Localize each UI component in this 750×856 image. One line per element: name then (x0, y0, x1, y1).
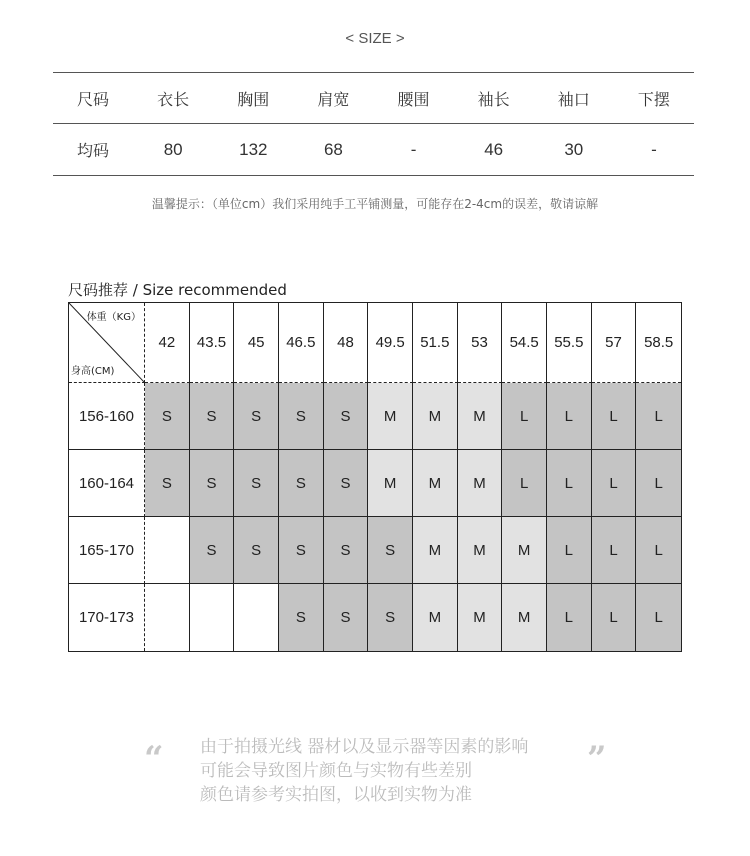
size-cell: S (324, 383, 369, 450)
weight-header-cell: 58.5 (636, 303, 681, 383)
size-cell: L (636, 383, 681, 450)
weight-header-cell: 48 (324, 303, 369, 383)
size-cell: M (458, 517, 503, 584)
weight-axis-label: 体重（KG） (86, 312, 141, 323)
size-cell: L (547, 450, 592, 517)
height-axis-label: 身高(CM) (71, 366, 115, 377)
size-cell (145, 584, 190, 651)
size-cell: S (190, 383, 235, 450)
size-cell: S (279, 383, 324, 450)
size-cell: S (190, 517, 235, 584)
weight-header-cell: 57 (592, 303, 637, 383)
size-cell: M (413, 383, 458, 450)
size-recommend-title: 尺码推荐 / Size recommended (68, 281, 287, 299)
disclaimer-line: 颜色请参考实拍图，以收到实物为准 (200, 785, 472, 805)
size-recommend-grid (68, 302, 682, 652)
size-cell: M (413, 517, 458, 584)
size-title: < SIZE > (345, 30, 405, 47)
size-cell: L (592, 584, 637, 651)
size-cell: M (458, 584, 503, 651)
spec-value-cell: - (410, 139, 417, 159)
spec-value-cell: 46 (484, 139, 504, 159)
height-row-label: 165-170 (69, 517, 145, 584)
spec-header-cell: 下摆 (637, 89, 670, 109)
disclaimer-text (200, 735, 528, 807)
size-cell: S (279, 450, 324, 517)
size-cell: S (279, 517, 324, 584)
spec-header-row (53, 73, 694, 124)
weight-header-cell: 53 (458, 303, 503, 383)
size-cell: S (368, 517, 413, 584)
size-cell: M (458, 450, 503, 517)
size-cell: L (636, 450, 681, 517)
size-cell: L (592, 383, 637, 450)
size-cell: S (368, 584, 413, 651)
grid-corner-cell (69, 303, 145, 383)
spec-value-row (53, 124, 694, 175)
size-cell: S (145, 383, 190, 450)
weight-header-cell: 45 (234, 303, 279, 383)
measurement-note: 温馨提示：（单位cm）我们采用纯手工平铺测量，可能存在2-4cm的误差，敬请谅解 (151, 197, 599, 211)
size-cell: L (547, 383, 592, 450)
size-cell: S (324, 517, 369, 584)
size-cell: M (502, 517, 547, 584)
spec-value-cell: - (651, 139, 657, 159)
spec-header-cell: 腰围 (397, 89, 430, 109)
spec-header-cell: 尺码 (77, 89, 110, 109)
spec-header-cell: 胸围 (237, 89, 270, 109)
size-cell: L (592, 517, 637, 584)
size-cell: S (324, 584, 369, 651)
size-cell: M (368, 450, 413, 517)
disclaimer-line: 可能会导致图片颜色与实物有些差别 (200, 761, 472, 781)
size-cell (145, 517, 190, 584)
size-cell: S (234, 450, 279, 517)
height-row-label: 160-164 (69, 450, 145, 517)
size-cell: M (458, 383, 503, 450)
size-cell: L (636, 517, 681, 584)
size-cell: S (190, 450, 235, 517)
size-cell: S (324, 450, 369, 517)
disclaimer-line: 由于拍摄光线 器材以及显示器等因素的影响 (200, 737, 529, 757)
size-cell: L (547, 517, 592, 584)
open-quote-icon: “ (144, 739, 164, 779)
size-cell (190, 584, 235, 651)
size-cell: L (502, 450, 547, 517)
close-quote-icon: ” (587, 739, 607, 779)
spec-header-cell: 袖口 (557, 89, 590, 109)
spec-value-cell: 均码 (77, 141, 110, 160)
spec-value-cell: 30 (564, 139, 584, 159)
height-row-label: 170-173 (69, 584, 145, 651)
size-cell: S (234, 517, 279, 584)
size-cell: M (413, 584, 458, 651)
size-cell: L (592, 450, 637, 517)
weight-header-cell: 49.5 (368, 303, 413, 383)
size-cell: L (547, 584, 592, 651)
spec-value-cell: 80 (163, 139, 183, 159)
size-cell: M (502, 584, 547, 651)
size-cell: S (279, 584, 324, 651)
size-spec-table (53, 72, 694, 176)
spec-header-cell: 衣长 (157, 89, 190, 109)
size-cell: M (368, 383, 413, 450)
weight-header-cell: 55.5 (547, 303, 592, 383)
spec-value-cell: 68 (323, 139, 343, 159)
height-row-label: 156-160 (69, 383, 145, 450)
size-cell: S (145, 450, 190, 517)
size-cell: L (636, 584, 681, 651)
spec-value-cell: 132 (239, 139, 268, 159)
size-cell (234, 584, 279, 651)
size-cell: L (502, 383, 547, 450)
weight-header-cell: 51.5 (413, 303, 458, 383)
size-cell: M (413, 450, 458, 517)
weight-header-cell: 43.5 (190, 303, 235, 383)
weight-header-cell: 46.5 (279, 303, 324, 383)
size-cell: S (234, 383, 279, 450)
weight-header-cell: 42 (145, 303, 190, 383)
spec-header-cell: 肩宽 (317, 89, 350, 109)
spec-header-cell: 袖长 (477, 89, 510, 109)
weight-header-cell: 54.5 (502, 303, 547, 383)
